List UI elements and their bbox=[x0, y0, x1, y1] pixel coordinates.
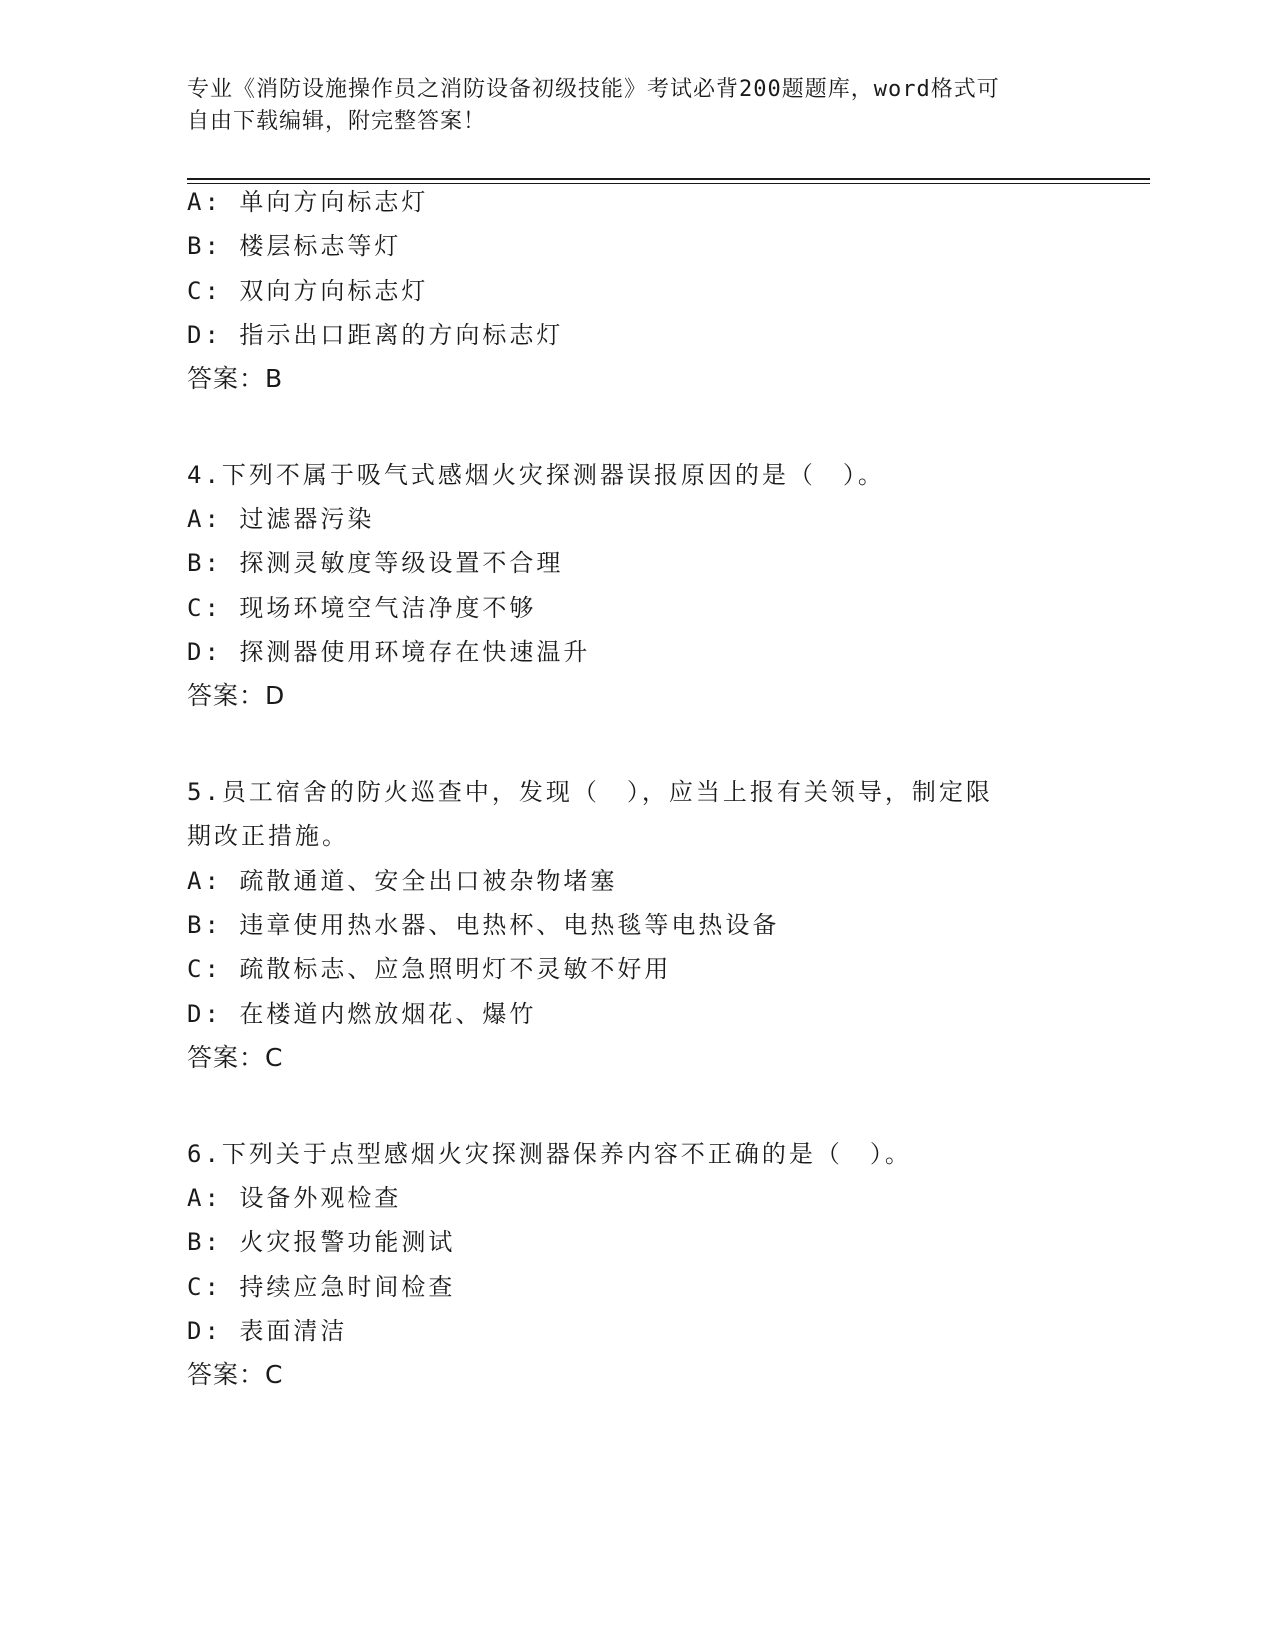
q4-option-a: A: 过滤器污染 bbox=[187, 505, 375, 533]
q5-answer: 答案：C bbox=[187, 1043, 284, 1072]
q4-option-b: B: 探测灵敏度等级设置不合理 bbox=[187, 549, 564, 577]
q4-question: 4.下列不属于吸气式感烟火灾探测器误报原因的是（ ）。 bbox=[187, 461, 885, 489]
q5-question-line-1: 5.员工宿舍的防火巡查中，发现（ ），应当上报有关领导，制定限 bbox=[187, 778, 993, 806]
q3-option-c: C: 双向方向标志灯 bbox=[187, 277, 429, 305]
q6-option-b: B: 火灾报警功能测试 bbox=[187, 1228, 456, 1256]
q3-option-b: B: 楼层标志等灯 bbox=[187, 232, 402, 260]
q4-answer: 答案：D bbox=[187, 681, 286, 710]
q5-option-a: A: 疏散通道、安全出口被杂物堵塞 bbox=[187, 867, 618, 895]
q5-option-b: B: 违章使用热水器、电热杯、电热毯等电热设备 bbox=[187, 911, 780, 939]
header-title-line-2: 自由下载编辑，附完整答案！ bbox=[187, 109, 487, 134]
q6-option-c: C: 持续应急时间检查 bbox=[187, 1273, 456, 1301]
q4-option-d: D: 探测器使用环境存在快速温升 bbox=[187, 638, 591, 666]
q4-option-c: C: 现场环境空气洁净度不够 bbox=[187, 594, 537, 622]
q5-option-d: D: 在楼道内燃放烟花、爆竹 bbox=[187, 1000, 537, 1028]
header-divider-thin bbox=[187, 183, 1150, 184]
q6-option-a: A: 设备外观检查 bbox=[187, 1184, 402, 1212]
q3-answer: 答案：B bbox=[187, 364, 284, 393]
q5-question-line-2: 期改正措施。 bbox=[187, 822, 349, 850]
q6-answer: 答案：C bbox=[187, 1360, 284, 1389]
header-title-line-1: 专业《消防设施操作员之消防设备初级技能》考试必背200题题库，word格式可 bbox=[187, 77, 1000, 102]
header-divider-thick bbox=[187, 178, 1150, 180]
q6-option-d: D: 表面清洁 bbox=[187, 1317, 348, 1345]
document-header bbox=[187, 74, 1067, 138]
q3-option-d: D: 指示出口距离的方向标志灯 bbox=[187, 321, 564, 349]
q5-option-c: C: 疏散标志、应急照明灯不灵敏不好用 bbox=[187, 955, 672, 983]
q6-question: 6.下列关于点型感烟火灾探测器保养内容不正确的是（ ）。 bbox=[187, 1140, 912, 1168]
q3-option-a: A: 单向方向标志灯 bbox=[187, 188, 429, 216]
